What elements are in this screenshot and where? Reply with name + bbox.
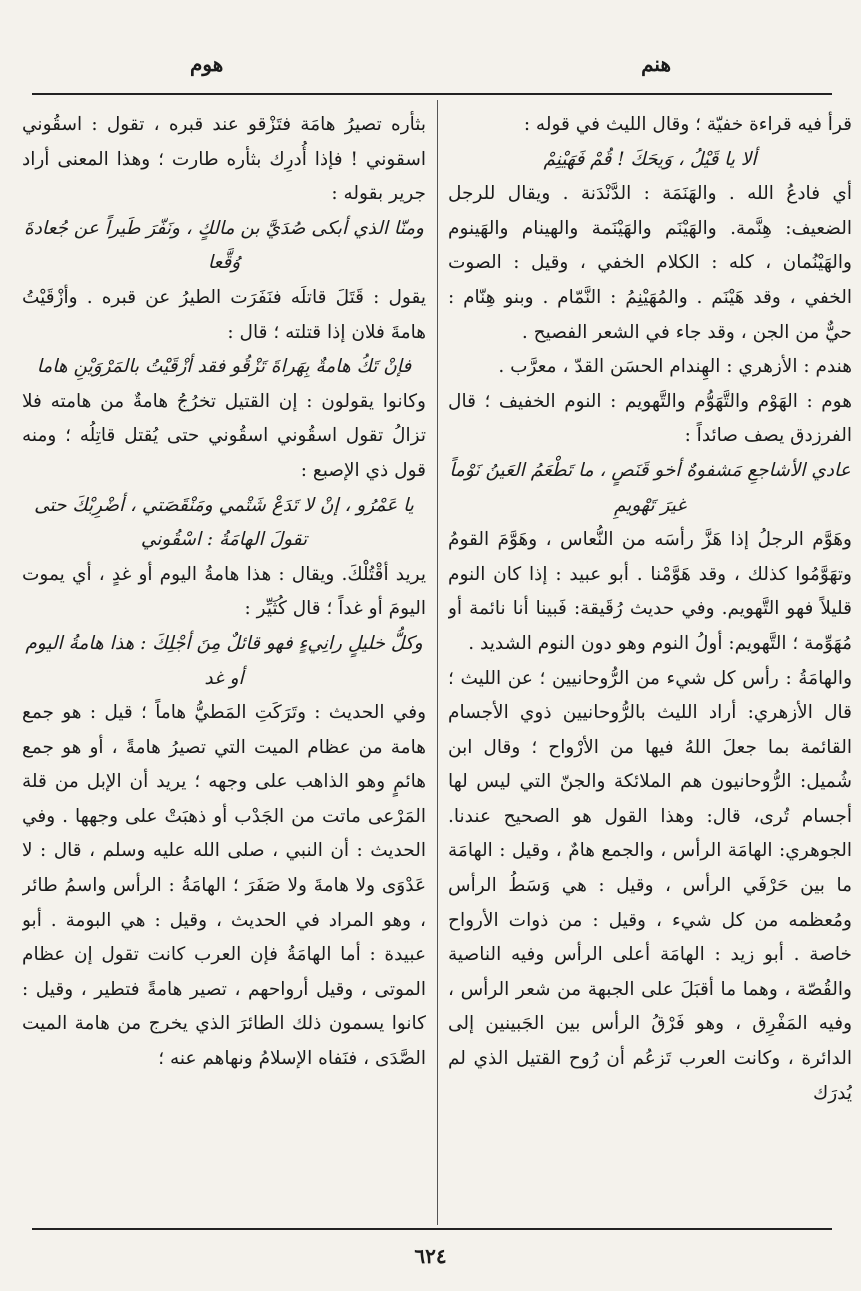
paragraph: أي فادعُ الله . والهَنَمَة : الدَّنْدَنة . ويقال للرجل الضعيف: هِنَّمة. والهَيْنَم والهَيْنَمة والهينام والهَينوم والهَيْنُمان ، كله : الكلام الخفي ، وقيل : الصوت الخفي ، وقد هَيْنَم . والمُهَيْنِمُ : النَّمّام . وبنو هِنّام : حيٌّ من الجن ، وقد جاء في الشعر الفصيح . [448,183,852,343]
paragraph: وفي الحديث : وتَرَكَتِ المَطيُّ هاماً ؛ قيل : هو جمع هامة من عظام الميت التي تصيرُ هامةً ، أو هو جمع هائمٍ وهو الذاهب على وجهه ؛ يريد أن الإبل من قلة المَرْعى ماتت من الجَدْب أو ذهبَتْ على وجهها . وفي الحديث : أن النبي ، صلى الله عليه وسلم ، قال : لا عَدْوَى ولا هامةَ ولا صَفَرَ ؛ الهامَةُ : الرأس واسمُ طائر ، وهو المراد في الحديث ، وقيل : هي البومة . أبو عبيدة : أما الهامَةُ فإن العرب كانت تقول إن عظام الموتى ، وقيل أرواحهم ، تصير هامةً فتطير ، وقيل : كانوا يسمون ذلك الطائرَ الذي يخرج من هامة الميت الصَّدَى ، فنَفاه الإسلامُ ونهاهم عنه ؛ [22,702,426,1070]
verse: ألا يا قَيْلُ ، وَيحَكَ ! قُمْ فَهَيْنِمْ [543,148,757,170]
paragraph: يريد أقْتُلْكَ. ويقال : هذا هامةُ اليوم أو غدٍ ، أي يموت اليومَ أو غداً ؛ قال كُثَيِّر : [22,563,426,620]
right-column [448,108,852,1220]
verse: وكلُّ خليلٍ رانِيءٍ فهو قائلٌ مِنَ أجْلِكَ : هذا هامةُ اليوم أو غد [25,632,423,689]
paragraph: هوم : الهَوْم والتَّهَوُّم والتَّهويم : النوم الخفيف ؛ قال الفرزدق يصف صائداً : [448,390,852,447]
verse: عادي الأشاجعِ مَشفوهٌ أخو قَنَصٍ ، ما تَطْعَمُ العَينُ نَوْماً غيرَ تَهْويمِ [449,459,851,516]
left-column [22,108,426,1220]
page-header [0,52,861,86]
verse: ومنّا الذي أبكى صُدَيَّ بن مالكٍ ، ونَفّرَ طَيراً عن جُعادةَ وُقَّعا [24,217,424,274]
paragraph: هندم : الأزهري : الهِندام الحسَن القدّ ، معرَّب . [498,356,852,378]
top-rule [32,93,832,95]
paragraph: وهَوَّم الرجلُ إذا هَزَّ رأسَه من النُّعاس ، وهَوَّمَ القومُ وتهَوَّمُوا كذلك ، وقد هَوَّمْنا . أبو عبيد : إذا كان النوم قليلاً فهو التَّهويم. وفي حديث رُقَيقة: فَبينا أنا نائمة أو مُهَوِّمة ؛ التَّهويم: أولُ النوم وهو دون النوم الشديد . [448,529,852,654]
header-left-title: هوم [190,52,224,76]
header-right-title: هنم [641,52,671,76]
paragraph: بثأره تصيرُ هامَة فتَزْقو عند قبره ، تقول : اسقُوني اسقوني ! فإذا أُدرِك بثأره طارت ؛ وهذا المعنى أراد جرير بقوله : [22,114,426,205]
paragraph: يقول : قَتَلَ قاتلَه فنَفَرَت الطيرُ عن قبره . وأزْقَيْتُ هامةَ فلان إذا قتلته ؛ قال : [22,286,426,343]
verse: فإنْ تَكُ هامةٌ بِهَراةَ تَزْقُو فقد أزْقَيْتُ بالمَرْوَيْنِ هاما [36,356,412,378]
bottom-rule [32,1228,832,1230]
column-divider [437,100,438,1225]
paragraph: وكانوا يقولون : إن القتيل تخرُجُ هامةٌ من هامته فلا تزالُ تقول اسقُوني اسقُوني حتى يُقتل قاتِلُه ؛ ومنه قول ذي الإصبع : [22,390,426,481]
paragraph: قرأ فيه قراءة خفيّة ؛ وقال الليث في قوله : [523,114,852,135]
verse: يا عَمْرُو ، إنْ لا تَدَعْ شَتْمي ومَنْقَصَتي ، أضْرِبْكَ حتى تقولَ الهامَةُ : اسْقُوني [34,494,414,551]
paragraph: والهامَةُ : رأس كل شيء من الرُّوحانيين ؛ عن الليث ؛ قال الأزهري: أراد الليث بالرُّوحانيين ذوي الأجسام القائمة بما جعلَ اللهُ فيها من الأرْواح ؛ وقال ابن شُميل: الرُّوحانيون هم الملائكة والجنّ التي ليس لها أجسام تُرى، قال: وهذا القول هو الصحيح عندنا. الجوهري: الهامَة الرأس ، والجمع هامٌ ، وقيل : الهامَة ما بين حَرْفَي الرأس ، وقيل : هي وَسَطُ الرأس ومُعظمه من كل شيء ، وقيل : من ذوات الأرواح خاصة . أبو زيد : الهامَة أعلى الرأس وفيه الناصية والقُصّة ، وهما ما أقبَلَ على الجبهة من شعر الرأس ، وفيه المَفْرِق ، وهو فَرْقُ الرأس بين الجَبينين إلى الدائرة ، وكانت العرب تَزعُم أن رُوح القتيل الذي لم يُدرَك [448,667,852,1104]
page-number: ٦٢٤ [414,1244,447,1268]
